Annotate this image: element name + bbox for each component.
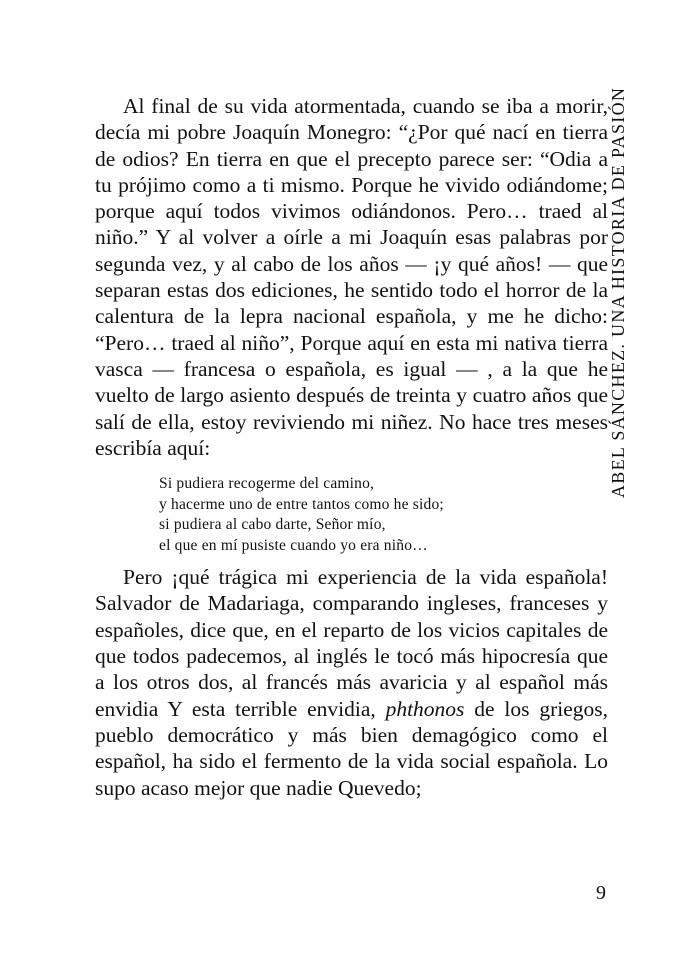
running-head-title: ABEL SÁNCHEZ. UNA HISTORIA DE PASIÓN xyxy=(608,86,628,498)
paragraph-2-text-start: Pero ¡qué trágica mi experiencia de la vida española! Salvador de Madariaga, comparando ingleses, franceses y españoles, dice que, en el reparto de los vicios capitales de que todos padecemos, al inglés le tocó más hipocresía que a los otros dos, al francés más avaricia y al español más envidia Y esta terrible envidia, xyxy=(95,565,608,721)
running-head xyxy=(606,86,632,498)
verse-line: y hacerme uno de entre tantos como he sido; xyxy=(159,495,444,513)
paragraph-1: Al final de su vida atormentada, cuando se iba a morir, decía mi pobre Joaquín Monegro: “¿Por qué nací en tierra de odios? En tierra en que el precepto parece ser: “Odia a tu prójimo como a ti mismo. Porque he vivido odiándome; porque aquí todos vivimos odiándonos. Pero… traed al niño.” Y al volver a oírle a mi Joaquín esas palabras por segunda vez, y al cabo de los años — ¡y qué años! — que separan estas dos ediciones, he sentido todo el horror de la calentura de la lepra nacional española, y me he dicho: “Pero… traed al niño”, Porque aquí en esta mi nativa tierra vasca — francesa o española, es igual — , a la que he vuelto de largo asiento después de treinta y cuatro años que salí de ella, estoy reviviendo mi niñez. No hace tres meses escribía aquí: xyxy=(95,94,608,460)
paragraph-2-italic-word: phthonos xyxy=(385,696,465,721)
verse-quote xyxy=(159,474,608,556)
body-text xyxy=(95,93,608,801)
verse-line: Si pudiera recogerme del camino, xyxy=(159,475,375,493)
verse-line: si pudiera al cabo darte, Señor mío, xyxy=(159,516,386,534)
paragraph-2-text-end: de los griegos, pueblo democrático y más bien demagógico como el español, ha sido el fermento de la vida social española. Lo supo acaso mejor que nadie Quevedo; xyxy=(95,696,608,800)
paragraph-2 xyxy=(95,564,608,801)
verse-line: el que en mí pusiste cuando yo era niño… xyxy=(159,536,428,554)
page-number: 9 xyxy=(596,882,606,904)
